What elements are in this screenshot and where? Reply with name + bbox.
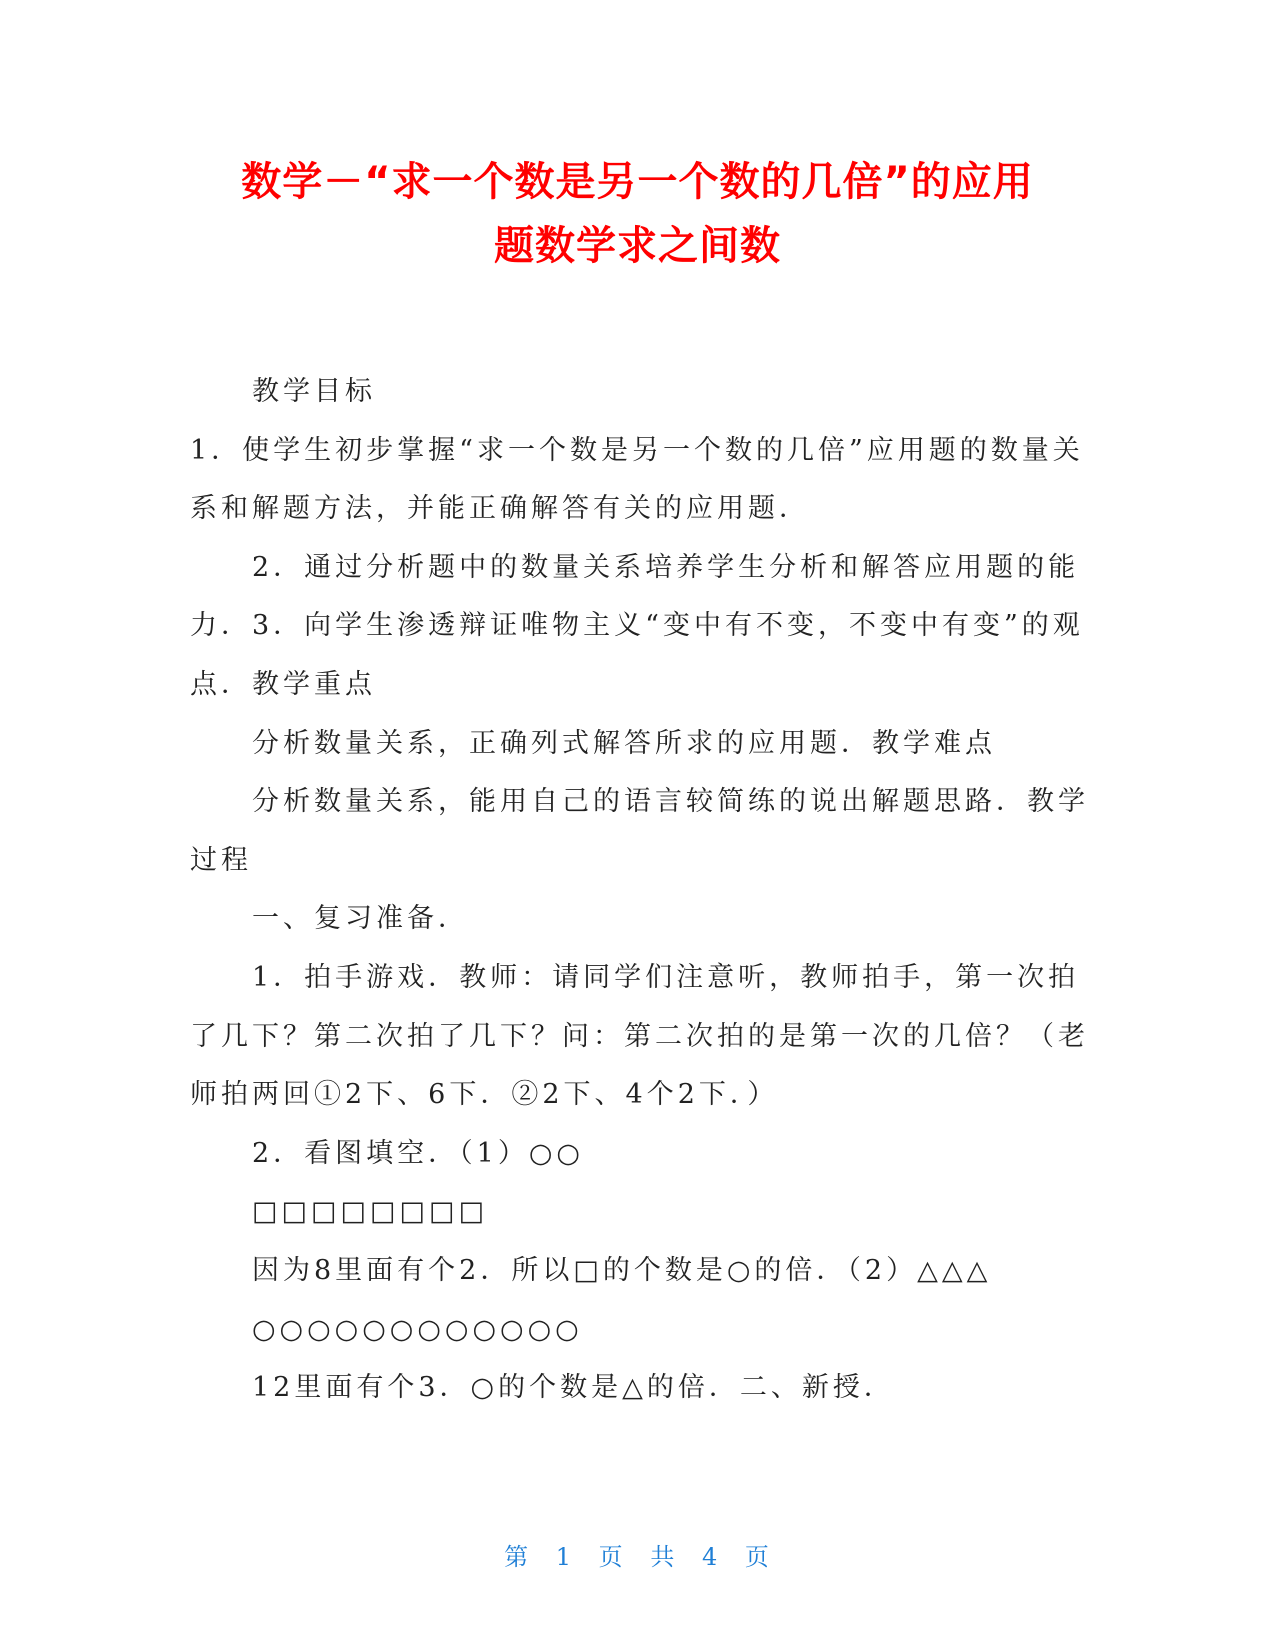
- paragraph: 2．通过分析题中的数量关系培养学生分析和解答应用题的能力．3．向学生渗透辩证唯物主义“变中有不变，不变中有变”的观点．教学重点: [190, 551, 1084, 700]
- footer-word: 页: [744, 1543, 771, 1571]
- document-body: [190, 363, 1090, 1418]
- paragraph: □□□□□□□□: [252, 1196, 489, 1228]
- page-footer: [0, 1537, 1275, 1572]
- paragraph: 教学目标: [252, 376, 376, 407]
- footer-total-pages: 4: [701, 1543, 720, 1571]
- paragraph: 分析数量关系，能用自己的语言较简练的说出解题思路．教学过程: [190, 786, 1089, 876]
- footer-word: 页: [598, 1543, 625, 1571]
- paragraph: 12里面有个3．○的个数是△的倍．二、新授．: [252, 1372, 895, 1404]
- paragraph: 分析数量关系，正确列式解答所求的应用题．教学难点: [252, 727, 996, 759]
- title-line-1: 数学－“求一个数是另一个数的几倍”的应用: [241, 159, 1034, 205]
- paragraph: 1．使学生初步掌握“求一个数是另一个数的几倍”应用题的数量关系和解题方法，并能正确解答有关的应用题．: [190, 434, 1084, 525]
- footer-word: 第: [504, 1543, 531, 1571]
- paragraph: 因为8里面有个2．所以□的个数是○的倍．（2）△△△: [252, 1254, 992, 1286]
- footer-word: 共: [650, 1543, 677, 1571]
- title-line-2: 题数学求之间数: [494, 223, 781, 269]
- paragraph: 2．看图填空．（1）○○: [252, 1137, 584, 1169]
- paragraph: ○○○○○○○○○○○○: [252, 1313, 583, 1345]
- paragraph: 一、复习准备．: [252, 903, 469, 935]
- document-title: [150, 150, 1125, 278]
- paragraph: 1．拍手游戏．教师：请同学们注意听，教师拍手，第一次拍了几下？第二次拍了几下？问：第二次拍的是第一次的几倍？（老师拍两回①2下、6下．②2下、4个2下．）: [190, 961, 1089, 1111]
- footer-page-number: 1: [555, 1543, 574, 1571]
